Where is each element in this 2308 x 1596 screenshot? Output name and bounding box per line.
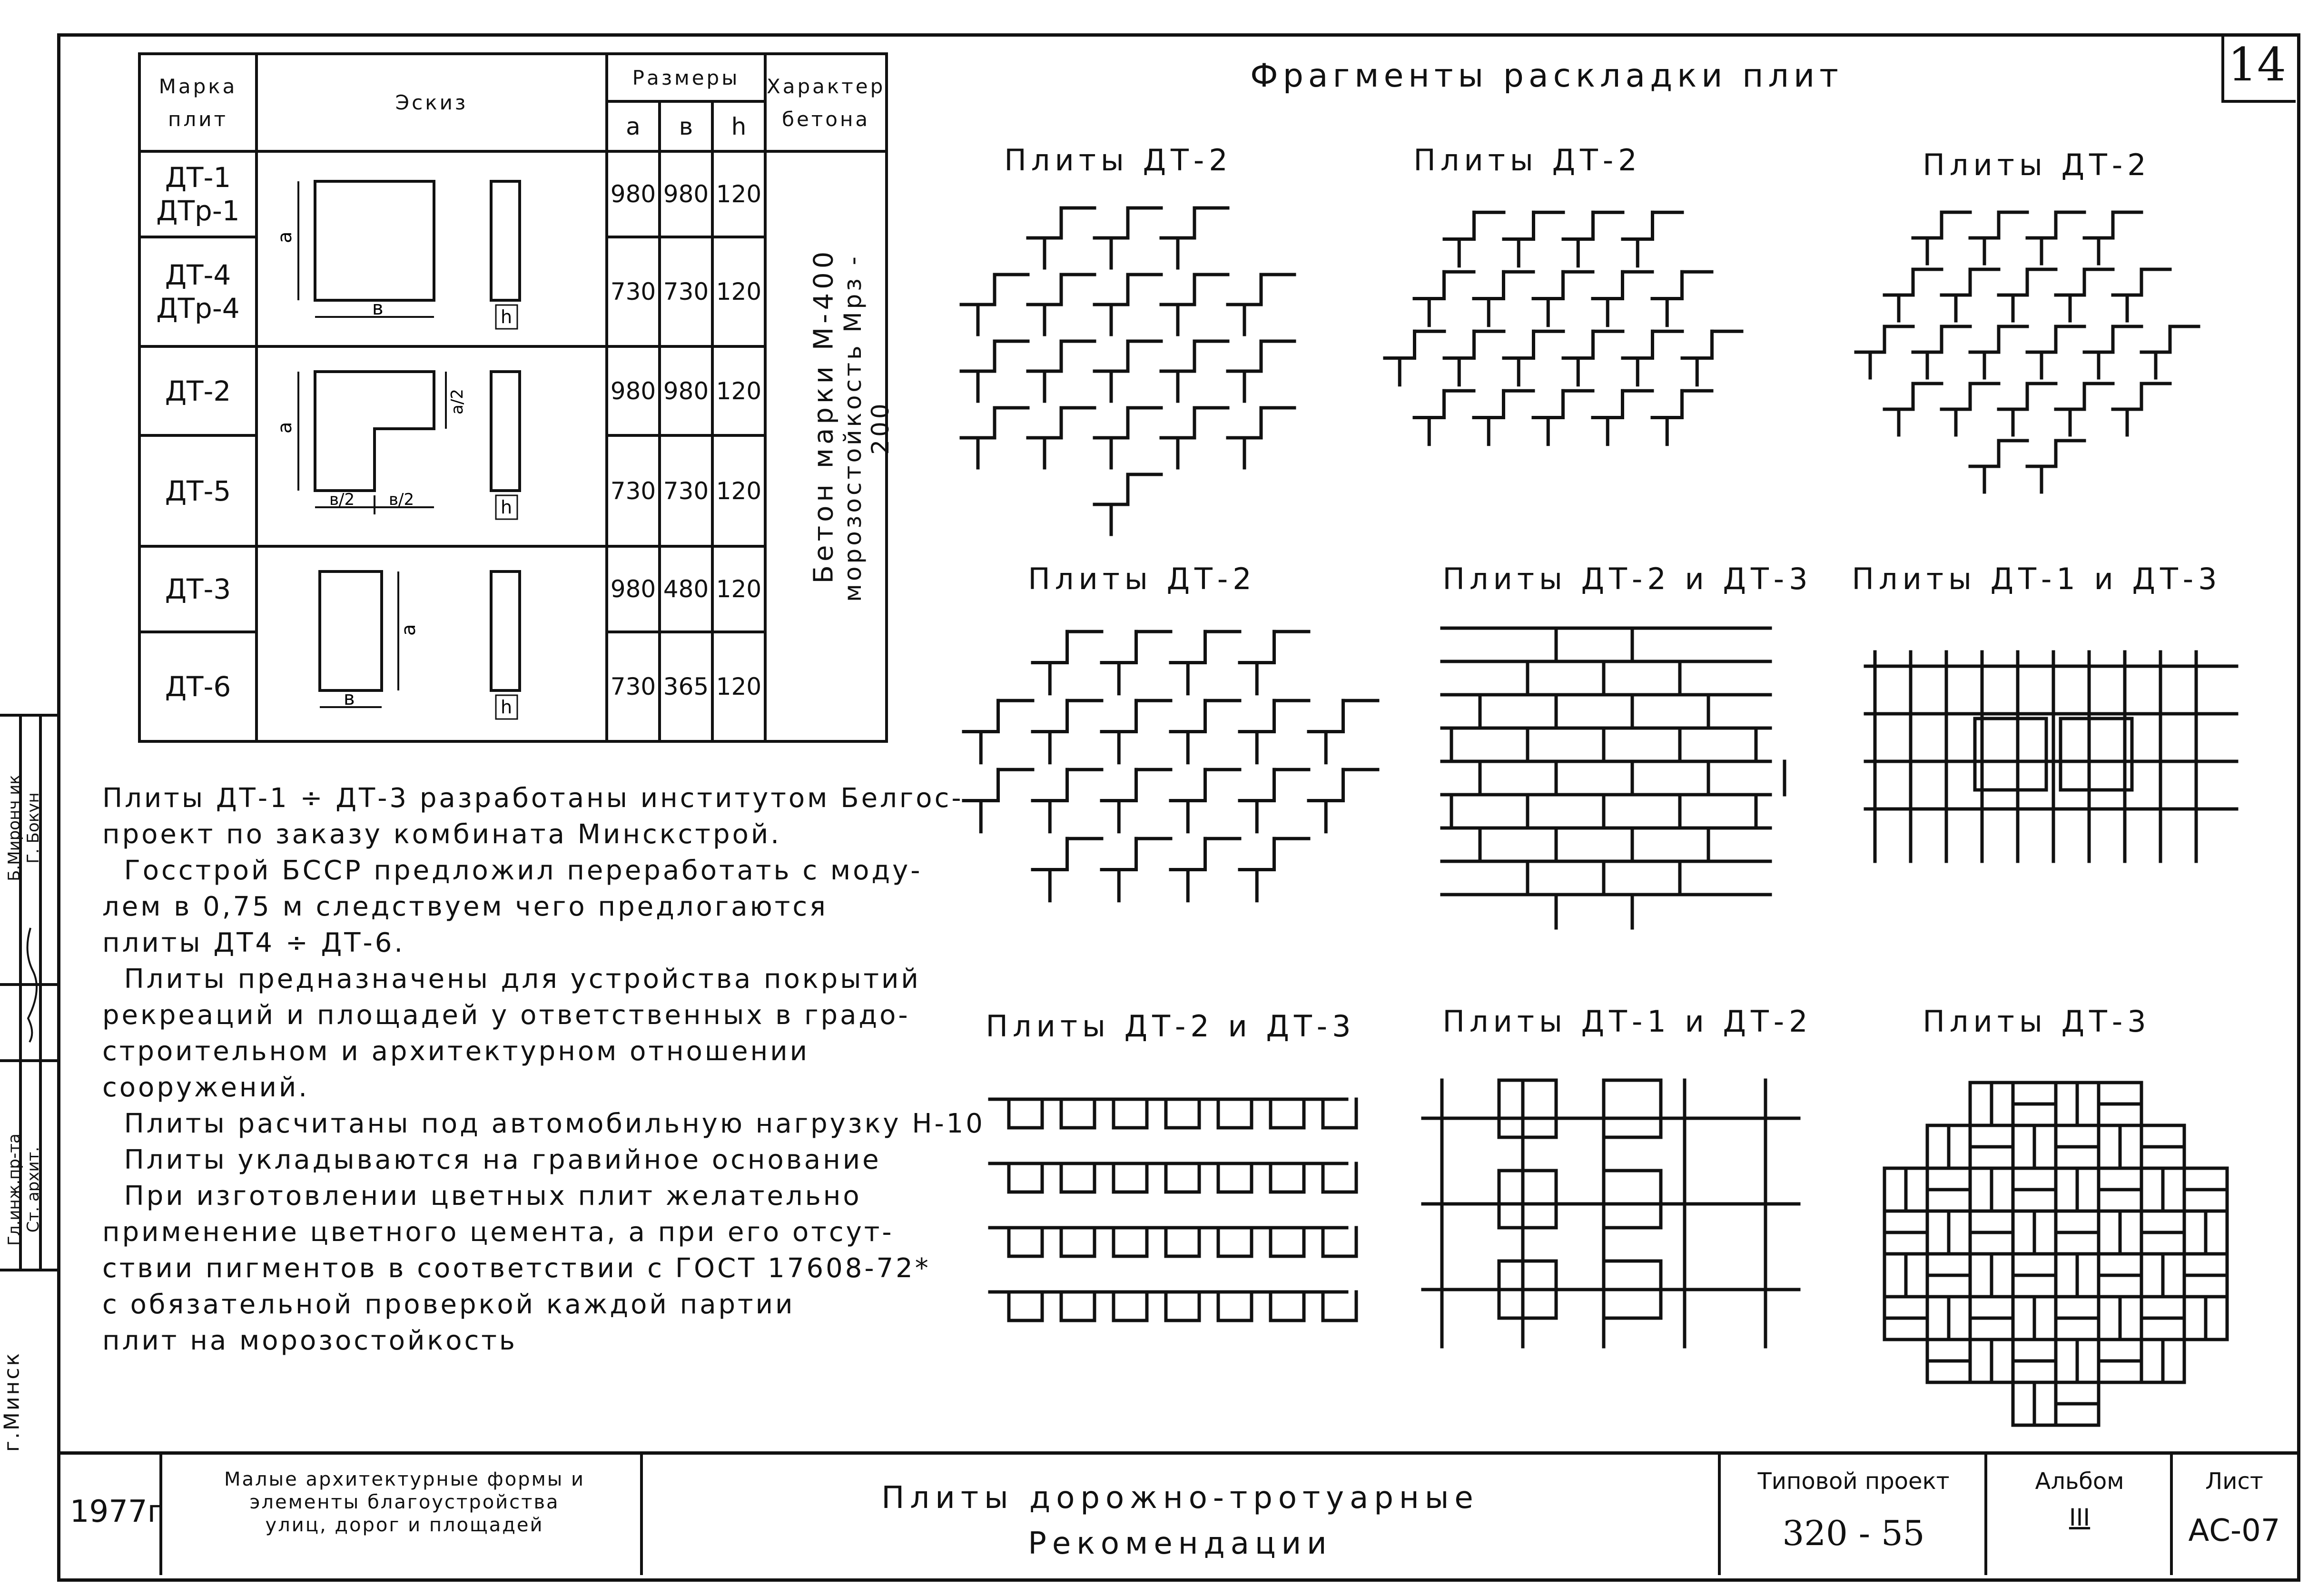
row-mark: ДТ-2 (139, 346, 256, 435)
fragment-pattern-comb (980, 1071, 1356, 1337)
row-size-h: 120 (712, 237, 765, 346)
note-line: ствии пигментов в соответствии с ГОСТ 17608-72* (102, 1253, 931, 1284)
fragment-pattern-brick-mix (1423, 628, 1789, 923)
fragment-pattern-t-grid-b (957, 628, 1366, 895)
svg-text:в: в (372, 297, 384, 319)
note-line: плиты ДТ4 ÷ ДТ-6. (102, 927, 405, 958)
fragment-label-4: Плиты ДТ-2 (1028, 562, 1256, 596)
fragment-pattern-t-diagonal (1856, 209, 2208, 476)
row-size-h: 120 (712, 546, 765, 632)
header-size-a: a (607, 101, 660, 151)
svg-text:в/2: в/2 (389, 490, 414, 509)
row-mark: ДТ-4 ДТр-4 (139, 237, 256, 346)
row-size-h: 120 (712, 346, 765, 435)
note-line: с обязательной проверкой каждой партии (102, 1289, 795, 1320)
concrete-cell: Бетон марки М-400 морозостойкость Мрз - 200 (765, 151, 887, 741)
svg-text:а: а (398, 624, 420, 636)
svg-text:в/2: в/2 (329, 490, 355, 509)
fragment-label-2: Плиты ДТ-2 (1413, 143, 1642, 177)
side-stamp-role-1: Гл.инж.пр-та (5, 1133, 24, 1246)
table-row (139, 151, 887, 237)
row-size-h: 120 (712, 151, 765, 237)
fragment-label-7: Плиты ДТ-2 и ДТ-3 (986, 1009, 1356, 1044)
fragment-label-1: Плиты ДТ-2 (1004, 143, 1233, 177)
header-sketch: Эскиз (256, 54, 607, 151)
row-mark: ДТ-6 (139, 632, 256, 741)
header-size-h: h (712, 101, 765, 151)
row-size-a: 730 (607, 435, 660, 546)
explanatory-notes (102, 780, 1006, 1359)
row-size-b: 730 (660, 435, 712, 546)
svg-text:а/2: а/2 (448, 389, 467, 414)
row-size-a: 980 (607, 151, 660, 237)
row-size-a: 980 (607, 346, 660, 435)
title-album-number: III (2069, 1504, 2091, 1531)
side-stamp-name-1: Б.Миронч ик (5, 775, 24, 881)
sketch-square (256, 151, 607, 346)
header-mark: Марка плит (139, 54, 256, 151)
fragment-pattern-t-grid (961, 205, 1313, 509)
title-series-name: Малые архитектурные формы и элементы благоустройства улиц, дорог и площадей (224, 1468, 585, 1536)
fragment-label-8: Плиты ДТ-1 и ДТ-2 (1442, 1004, 1813, 1039)
fragment-pattern-square-grid (1856, 623, 2246, 890)
row-size-a: 980 (607, 546, 660, 632)
svg-text:h: h (501, 697, 513, 718)
note-line: При изготовлении цветных плит желательно (102, 1181, 862, 1212)
side-stamp-name-2: Г. Бокун (24, 792, 43, 864)
row-size-b: 980 (660, 151, 712, 237)
note-line: плит на морозостойкость (102, 1325, 517, 1356)
row-mark: ДТ-5 (139, 435, 256, 546)
note-line: Плиты предназначены для устройства покрытий (102, 964, 921, 995)
svg-text:а: а (274, 422, 296, 433)
side-stamp-signatures (21, 923, 38, 1047)
sketch-rectangle (256, 546, 607, 741)
header-size-b: в (660, 101, 712, 151)
title-sheet-name: Плиты дорожно-тротуарные Рекомендации (881, 1480, 1479, 1561)
header-concrete: Характер бетона (765, 54, 887, 151)
corner-sheet-number: 14 (2228, 38, 2287, 91)
row-size-b: 365 (660, 632, 712, 741)
title-project-number: 320 - 55 (1782, 1513, 1925, 1553)
row-size-a: 730 (607, 237, 660, 346)
header-sizes: Размеры (607, 54, 765, 101)
note-line: применение цветного цемента, а при его отсут- (102, 1217, 894, 1248)
fragment-pattern-t-stagger (1380, 209, 1732, 466)
fragment-label-5: Плиты ДТ-2 и ДТ-3 (1442, 562, 1813, 596)
title-year: 1977г (69, 1494, 164, 1529)
svg-text:в: в (344, 688, 355, 709)
row-size-a: 730 (607, 632, 660, 741)
note-line: проект по заказу комбината Минскстрой. (102, 819, 782, 850)
row-size-b: 980 (660, 346, 712, 435)
row-mark: ДТ-1 ДТр-1 (139, 151, 256, 237)
row-size-b: 480 (660, 546, 712, 632)
note-line: Плиты расчитаны под автомобильную нагрузку Н-10 (102, 1108, 985, 1139)
fragment-pattern-basket (1875, 1080, 2237, 1413)
fragment-label-3: Плиты ДТ-2 (1923, 148, 2151, 182)
title-sheet-label: Лист (2205, 1468, 2263, 1495)
title-project-label: Типовой проект (1757, 1468, 1950, 1495)
fragment-label-6: Плиты ДТ-1 и ДТ-3 (1852, 562, 2222, 596)
row-size-b: 730 (660, 237, 712, 346)
note-line: Госстрой БССР предложил переработать с моду- (102, 855, 923, 886)
note-line: Плиты укладываются на гравийное основание (102, 1144, 881, 1175)
side-stamp-city: г.Минск (0, 1351, 24, 1452)
note-line: Плиты ДТ-1 ÷ ДТ-3 разработаны институтом Белгос- (102, 783, 964, 814)
note-line: рекреаций и площадей у ответственных в градо- (102, 1000, 910, 1031)
spec-table (138, 52, 894, 743)
fragment-label-9: Плиты ДТ-3 (1923, 1004, 2151, 1039)
note-line: строительном и архитектурном отношении (102, 1036, 809, 1067)
row-size-h: 120 (712, 632, 765, 741)
note-line: сооружений. (102, 1072, 310, 1103)
title-sheet-number: АС-07 (2188, 1513, 2280, 1548)
svg-text:h: h (501, 306, 513, 327)
fragments-title: Фрагменты раскладки плит (1250, 57, 1843, 95)
note-line: лем в 0,75 м следствуем чего предлогаются (102, 891, 828, 922)
title-album-label: Альбом (2035, 1468, 2124, 1495)
fragment-pattern-square-islands (1413, 1061, 1808, 1356)
row-mark: ДТ-3 (139, 546, 256, 632)
svg-text:а: а (274, 231, 296, 243)
sketch-l-shape (256, 346, 607, 546)
side-stamp-role-2: Ст. архит. (24, 1146, 43, 1233)
svg-text:h: h (501, 497, 513, 518)
row-size-h: 120 (712, 435, 765, 546)
